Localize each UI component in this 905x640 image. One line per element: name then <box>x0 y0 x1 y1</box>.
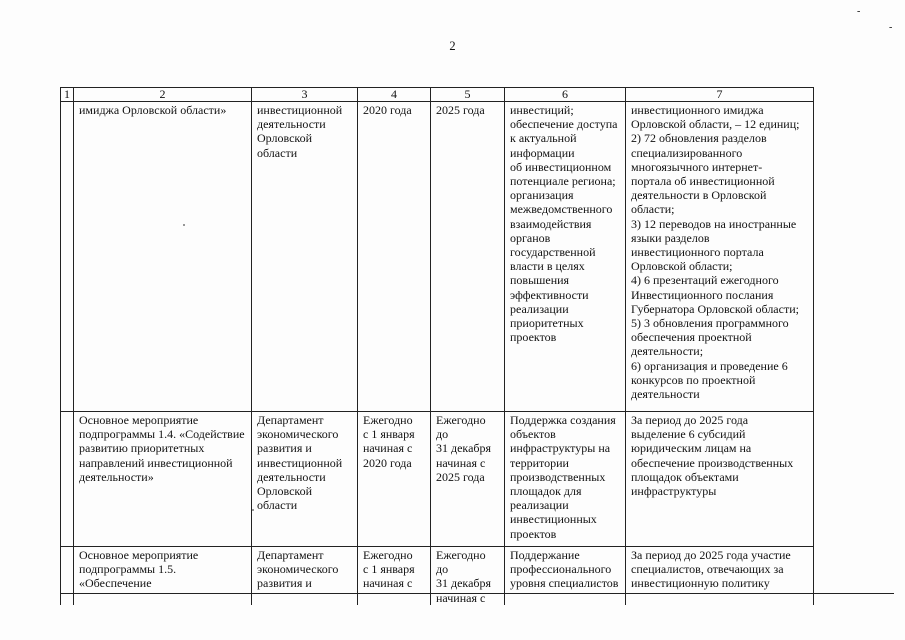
program-measures-table <box>60 87 814 605</box>
end-date-cell: Ежегодно до 31 декабря начиная с 2025 года <box>431 412 505 547</box>
table-header-row <box>61 88 814 102</box>
content-cell: инвестиций; обеспечение доступа к актуальной информации об инвестиционном потенциале региона; организация межведомственного взаимодействия органов государственной власти в целях повышения эффективности реализации приоритетных проектов <box>505 102 626 412</box>
expected-result-cell: За период до 2025 года выделение 6 субсидий юридическим лицам на обеспечение производственных площадок объектами инфраструктуры <box>626 412 814 547</box>
table-row <box>61 102 814 412</box>
executor-cell: Департамент экономического развития и <box>252 547 358 605</box>
column-number: 4 <box>358 88 431 102</box>
measure-name-cell: Основное мероприятие подпрограммы 1.5. «Обеспечение <box>74 547 252 605</box>
measure-name-cell: Основное мероприятие подпрограммы 1.4. «Содействие развитию приоритетных направлений инвестиционной деятельности» <box>74 412 252 547</box>
expected-result-cell: инвестиционного имиджа Орловской области, – 12 единиц; 2) 72 обновления разделов специализированного многоязычного интернет- портала об инвестиционной деятельности в Орловской области; 3) 12 переводов на иностранные языки разделов инвестиционного портала Орловской области; 4) 6 презентаций ежегодного Инвестиционного послания Губернатора Орловской области; 5) 3 обновления программного обеспечения проектной деятельности; 6) организация и проведение 6 конкурсов по проектной деятельности <box>626 102 814 412</box>
start-date-cell: Ежегодно с 1 января начиная с 2020 года <box>358 412 431 547</box>
table-row <box>61 547 814 605</box>
end-date-cell: Ежегодно до 31 декабря начиная с <box>431 547 505 605</box>
column-number: 5 <box>431 88 505 102</box>
executor-cell: Департамент экономического развития и инвестиционной деятельности Орловской области <box>252 412 358 547</box>
start-date-cell: 2020 года <box>358 102 431 412</box>
row-index-cell <box>61 412 74 547</box>
row-index-cell <box>61 547 74 605</box>
measure-name-cell: имиджа Орловской области» <box>74 102 252 412</box>
executor-cell: инвестиционной деятельности Орловской области <box>252 102 358 412</box>
content-cell: Поддержка создания объектов инфраструктуры на территории производственных площадок для реализации инвестиционных проектов <box>505 412 626 547</box>
scan-speck <box>183 224 185 226</box>
column-number: 2 <box>74 88 252 102</box>
start-date-cell: Ежегодно с 1 января начиная с <box>358 547 431 605</box>
scan-speck <box>252 509 254 511</box>
expected-result-cell: За период до 2025 года участие специалистов, отвечающих за инвестиционную политику <box>626 547 814 605</box>
row-index-cell <box>61 102 74 412</box>
column-number: 6 <box>505 88 626 102</box>
column-number: 7 <box>626 88 814 102</box>
page-bottom-line <box>60 593 894 594</box>
scan-mark: - <box>857 6 861 17</box>
scan-mark: - <box>889 22 893 33</box>
end-date-cell: 2025 года <box>431 102 505 412</box>
column-number: 1 <box>61 88 74 102</box>
column-number: 3 <box>252 88 358 102</box>
content-cell: Поддержание профессионального уровня специалистов <box>505 547 626 605</box>
table-row <box>61 412 814 547</box>
page-number: 2 <box>449 39 456 53</box>
